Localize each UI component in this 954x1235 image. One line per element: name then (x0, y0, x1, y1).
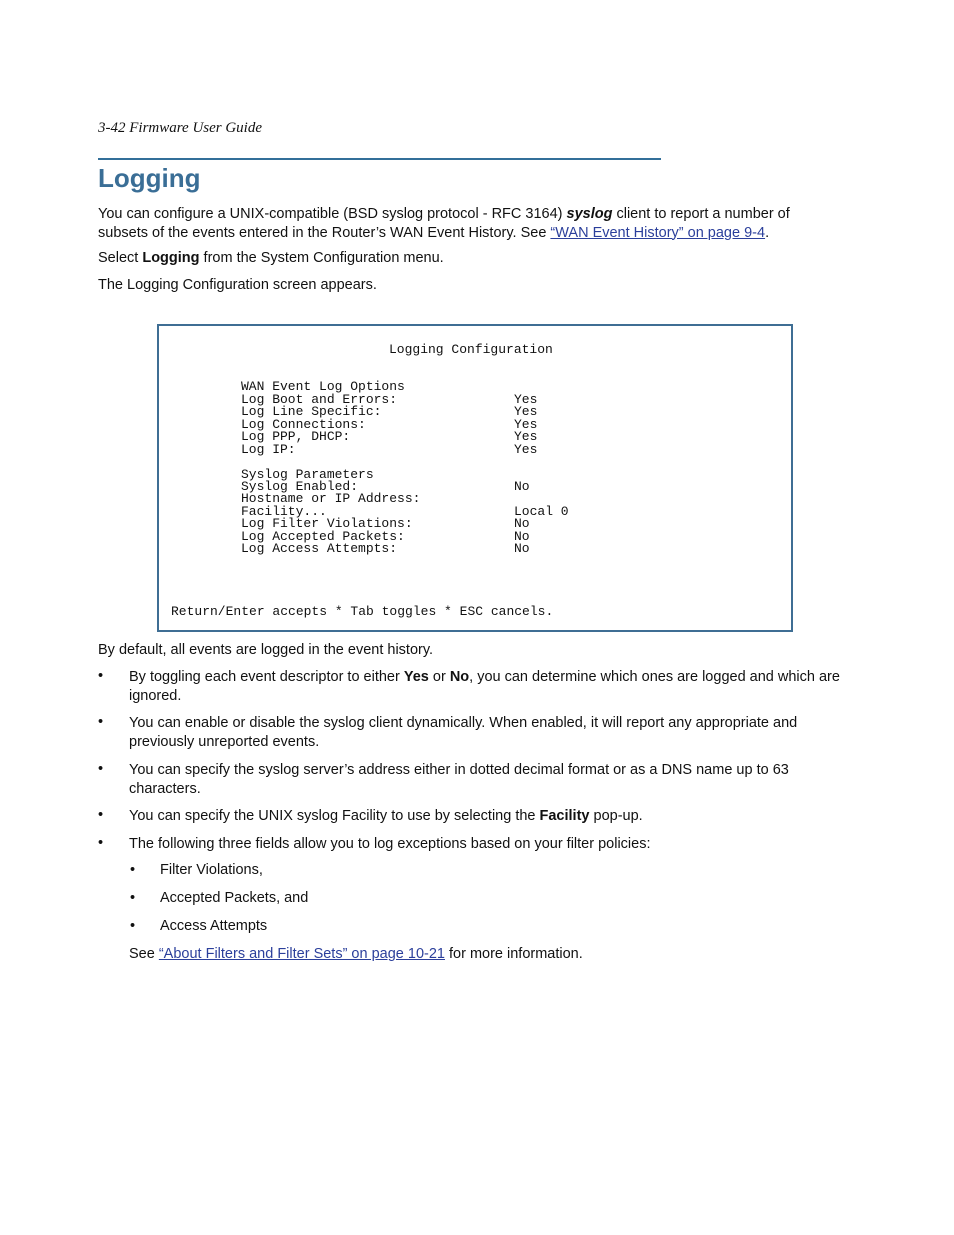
syslog-parameters-heading: Syslog Parameters (241, 467, 374, 482)
bullet-server-address: You can specify the syslog server’s address either in dotted decimal format or as a DNS name up to 63 characters. (129, 762, 789, 797)
value-log-connections[interactable]: Yes (514, 417, 538, 432)
option-facility[interactable]: Facility... (241, 504, 327, 519)
see-text-2: for more information. (444, 946, 583, 962)
sub-bullet-filter-violations: Filter Violations, (160, 862, 263, 878)
intro-text: You can configure a UNIX-compatible (BSD syslog protocol - RFC 3164) (98, 206, 567, 222)
bullet-facility-text: You can specify the UNIX syslog Facility to use by selecting the (129, 808, 540, 824)
option-log-connections[interactable]: Log Connections: (241, 417, 366, 432)
option-log-accepted-packets[interactable]: Log Accepted Packets: (241, 529, 405, 544)
bullet-three-fields: The following three fields allow you to log exceptions based on your filter policies: (129, 836, 651, 852)
yes-term: Yes (403, 669, 429, 685)
select-paragraph (98, 249, 838, 268)
sub-bullet-access-attempts: Access Attempts (160, 918, 268, 934)
screen-appears-paragraph: The Logging Configuration screen appears. (98, 277, 377, 293)
option-syslog-enabled[interactable]: Syslog Enabled: (241, 479, 359, 494)
bullet-dot: • (98, 714, 104, 730)
wan-options-heading: WAN Event Log Options (241, 379, 405, 394)
select-text: Select (98, 250, 143, 266)
or-text: or (428, 669, 450, 685)
logging-term: Logging (142, 250, 200, 266)
value-log-ip[interactable]: Yes (514, 442, 538, 457)
intro-period: . (765, 224, 770, 241)
option-log-ip[interactable]: Log IP: (241, 442, 296, 457)
option-log-boot-errors[interactable]: Log Boot and Errors: (241, 392, 398, 407)
intro-paragraph (98, 205, 838, 242)
bullet-dot: • (98, 761, 104, 777)
option-log-ppp-dhcp[interactable]: Log PPP, DHCP: (241, 429, 351, 444)
value-log-boot-errors[interactable]: Yes (514, 392, 538, 407)
value-log-accepted-packets[interactable]: No (514, 529, 530, 544)
value-log-ppp-dhcp[interactable]: Yes (514, 429, 538, 444)
bullet-facility (129, 807, 854, 826)
bullet-dot: • (98, 835, 104, 851)
bullet-toggle-text: By toggling each event descriptor to either (129, 669, 404, 685)
default-note: By default, all events are logged in the event history. (98, 642, 434, 658)
sub-bullet-dot: • (130, 862, 136, 878)
syslog-term: syslog (566, 206, 613, 222)
logging-configuration-screen (157, 324, 793, 632)
value-log-filter-violations[interactable]: No (514, 516, 530, 531)
value-syslog-enabled[interactable]: No (514, 479, 530, 494)
bullet-enable: You can enable or disable the syslog client dynamically. When enabled, it will report any appropriate and previously unreported events. (129, 715, 798, 750)
bullet-facility-text-2: pop-up. (589, 808, 643, 824)
select-text-2: from the System Configuration menu. (199, 250, 444, 266)
wan-event-history-link[interactable]: “WAN Event History” on page 9-4 (550, 224, 766, 241)
filters-link[interactable]: “About Filters and Filter Sets” on page 10-21 (158, 946, 445, 962)
bullet-dot: • (98, 807, 104, 823)
section-rule (98, 158, 661, 160)
bullet-toggle (129, 668, 854, 705)
option-log-line-specific[interactable]: Log Line Specific: (241, 404, 382, 419)
page-title: Logging (98, 163, 201, 193)
see-also (129, 945, 854, 964)
sub-bullet-dot: • (130, 918, 136, 934)
see-text: See (129, 946, 159, 962)
screen-footer: Return/Enter accepts * Tab toggles * ESC cancels. (171, 604, 554, 619)
running-header: 3-42 Firmware User Guide (98, 120, 263, 136)
no-term: No (449, 669, 470, 685)
option-hostname[interactable]: Hostname or IP Address: (241, 491, 421, 506)
value-facility[interactable]: Local 0 (514, 504, 569, 519)
bullet-toggle-text-2: , you can determine which ones are logged and which are ignored. (129, 669, 840, 704)
screen-title: Logging Configuration (389, 342, 553, 357)
intro-text-2: client to report a number of subsets of the events entered in the Router’s WAN Event History. See (98, 206, 790, 241)
option-log-filter-violations[interactable]: Log Filter Violations: (241, 516, 413, 531)
sub-bullet-dot: • (130, 890, 136, 906)
value-log-line-specific[interactable]: Yes (514, 404, 538, 419)
sub-bullet-accepted-packets: Accepted Packets, and (160, 890, 309, 906)
value-log-access-attempts[interactable]: No (514, 541, 530, 556)
facility-term: Facility (539, 808, 590, 824)
option-log-access-attempts[interactable]: Log Access Attempts: (241, 541, 398, 556)
bullet-dot: • (98, 668, 104, 684)
